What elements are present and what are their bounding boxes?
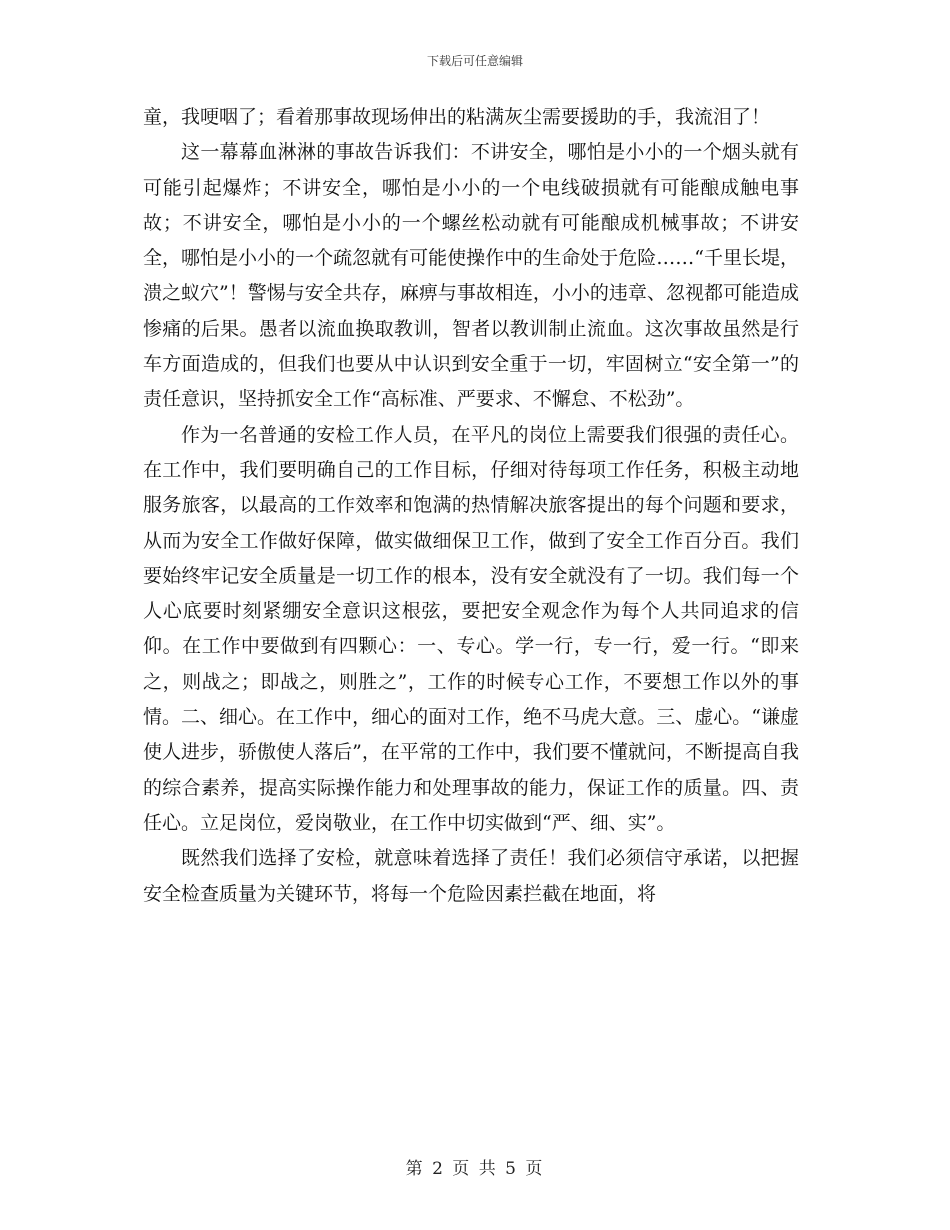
page-header: 下载后可任意编辑 <box>426 54 523 68</box>
paragraph-1: 童，我哽咽了；看着那事故现场伸出的粘满灰尘需要援助的手，我流泪了！ <box>143 106 771 128</box>
paragraph-2: 这一幕幕血淋淋的事故告诉我们：不讲安全，哪怕是小小的一个烟头就有可能引起爆炸；不讲安全，哪怕是小小的一个电线破损就有可能酿成触电事故；不讲安全，哪怕是小小的一个螺丝松动就有可能酿成机械事故；不讲安全，哪怕是小小的一个疏忽就有可能使操作中的生命处于危险……“千里长堤，溃之蚁穴”！警惕与安全共存，麻痹与事故相连，小小的违章、忽视都可能造成惨痛的后果。愚者以流血换取教训，智者以教训制止流血。这次事故虽然是行车方面造成的，但我们也要从中认识到安全重于一切，牢固树立“安全第一”的责任意识，坚持抓安全工作“高标准、严要求、不懈怠、不松劲”。 <box>143 141 799 411</box>
document-body <box>143 100 799 912</box>
paragraph-3: 作为一名普通的安检工作人员，在平凡的岗位上需要我们很强的责任心。在工作中，我们要明确自己的工作目标，仔细对待每项工作任务，积极主动地服务旅客，以最高的工作效率和饱满的热情解决旅客提出的每个问题和要求，从而为安全工作做好保障，做实做细保卫工作，做到了安全工作百分百。我们要始终牢记安全质量是一切工作的根本，没有安全就没有了一切。我们每一个人心底要时刻紧绷安全意识这根弦，要把安全观念作为每个人共同追求的信仰。在工作中要做到有四颗心：一、专心。学一行，专一行，爱一行。“即来之，则战之；即战之，则胜之”，工作的时候专心工作，不要想工作以外的事情。二、细心。在工作中，细心的面对工作，绝不马虎大意。三、虚心。“谦虚使人进步，骄傲使人落后”，在平常的工作中，我们要不懂就问，不断提高自我的综合素养，提高实际操作能力和处理事故的能力，保证工作的质量。四、责任心。立足岗位，爱岗敬业，在工作中切实做到“严、细、实”。 <box>143 423 799 834</box>
page-footer: 第 2 页 共 5 页 <box>405 1159 545 1179</box>
paragraph-4: 既然我们选择了安检，就意味着选择了责任！我们必须信守承诺，以把握安全检查质量为关键环节，将每一个危险因素拦截在地面，将 <box>143 847 799 905</box>
